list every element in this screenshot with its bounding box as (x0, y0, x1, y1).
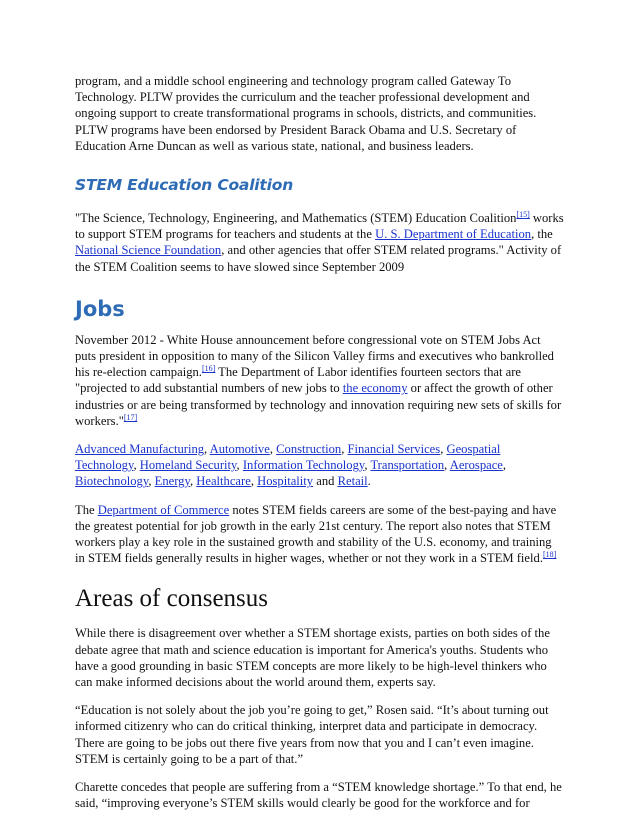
sector-link[interactable]: Hospitality (257, 474, 314, 489)
sector-link[interactable]: Energy (154, 474, 190, 489)
jobs-commerce-text-2: notes STEM fields careers are some of the best-paying and have the greatest potential for job growth in the early 21st century. The report also notes that STEM workers play a key role in the sustained growth and stability of the U.S. economy, and training in STEM fields generally results in higher wages, whether or not they work in a STEM field. (75, 502, 557, 566)
consensus-heading: Areas of consensus (75, 585, 269, 613)
consensus-paragraph-1: While there is disagreement over whether a STEM shortage exists, parties on both sides of the debate agree that math and science education is important for America's youths. Students who have a good grounding in basic STEM concepts are more likely to be high-level thinkers who can make informed decisions about the world around them, experts say. (75, 626, 550, 690)
sector-link[interactable]: Healthcare (196, 474, 251, 489)
stem-coalition-text-1: "The Science, Technology, Engineering, and Mathematics (STEM) Education Coalition (75, 211, 517, 226)
sector-link[interactable]: Financial Services (347, 442, 441, 457)
stem-coalition-heading: STEM Education Coalition (75, 176, 294, 195)
ref-17-link[interactable]: [17] (123, 412, 138, 422)
ref-18-link[interactable]: [18] (542, 550, 557, 560)
intro-paragraph: program, and a middle school engineering and technology program called Gateway To Technology. PLTW provides the curriculum and the teacher professional development and ongoing support to create transformational programs in schools, districts, and communities. PLTW programs have been endorsed by President Barack Obama and U.S. Secretary of Education Arne Duncan as well as various state, national, and business leaders. (75, 74, 537, 153)
ref-16-link[interactable]: [16] (201, 364, 216, 374)
sector-link[interactable]: Information Technology (242, 458, 365, 473)
jobs-heading: Jobs (75, 296, 125, 321)
jobs-commerce-text-1: The (75, 502, 98, 517)
jobs-paragraph-1 (75, 332, 564, 429)
sector-separator: , (502, 458, 507, 473)
sector-link[interactable]: Construction (276, 442, 342, 457)
sector-separator: , (236, 458, 243, 473)
jobs-paragraph-3 (75, 502, 564, 567)
sector-separator: , (189, 474, 197, 489)
sector-link[interactable]: Advanced Manufacturing (75, 442, 205, 457)
ref-15-link[interactable]: [15] (516, 209, 530, 219)
sector-link[interactable]: Geospatial Technology (75, 442, 501, 473)
sector-separator: , (133, 458, 140, 473)
stem-coalition-text-2: works to support STEM programs for teachers and students at the (75, 211, 564, 242)
sector-link[interactable]: Aerospace (449, 458, 503, 473)
stem-coalition-text-3: , the (531, 227, 553, 242)
jobs-text-1: November 2012 - White House announcement before congressional vote on STEM Jobs Act puts president in opposition to many of the Silicon Valley firms and executives who bankrolled his re-election campaign. (75, 332, 554, 380)
sector-separator: , (269, 442, 277, 457)
stem-coalition-paragraph (75, 210, 564, 275)
consensus-paragraph-2: “Education is not solely about the job you’re going to get,” Rosen said. “It’s about turning out informed citizenry who can do critical thinking, interpret data and participate in democracy. There are going to be jobs out there five years from now that you and I can’t even imagine. STEM is certainly going to be a part of that.” (75, 703, 549, 766)
consensus-paragraph-3: Charette concedes that people are suffering from a “STEM knowledge shortage.” To that end, he said, “improving everyone’s STEM skills would clearly be good for the workforce and for (75, 780, 562, 811)
jobs-text-3: or affect the growth of other industries or are being transformed by technology and innovation requiring new sets of skills for workers." (75, 381, 562, 428)
sector-separator: , (148, 474, 155, 489)
sector-separator: , (204, 442, 210, 457)
sector-link[interactable]: Retail (337, 474, 368, 489)
sector-link[interactable]: Homeland Security (139, 458, 237, 473)
doe-link[interactable]: U. S. Department of Education (375, 227, 532, 242)
jobs-sectors-paragraph (75, 441, 564, 490)
sector-separator: , (250, 474, 258, 489)
jobs-text-2: The Department of Labor identifies fourteen sectors that are "projected to add substantial numbers of new jobs to (75, 365, 522, 396)
commerce-link[interactable]: Department of Commerce (97, 502, 230, 517)
sector-end-period: . (367, 474, 371, 489)
sector-separator: , (364, 458, 371, 473)
sector-separator: , (444, 458, 450, 473)
economy-link[interactable]: the economy (342, 381, 408, 396)
sector-separator: and (313, 474, 338, 489)
stem-coalition-text-4: , and other agencies that offer STEM related programs." Activity of the STEM Coalition seems to have slowed since September 2009 (75, 243, 562, 274)
sector-link[interactable]: Automotive (209, 442, 270, 457)
sector-link[interactable]: Biotechnology (75, 474, 149, 489)
sector-separator: , (341, 442, 348, 457)
nsf-link[interactable]: National Science Foundation (75, 243, 222, 258)
sector-separator: , (440, 442, 447, 457)
sector-link[interactable]: Transportation (370, 458, 445, 473)
